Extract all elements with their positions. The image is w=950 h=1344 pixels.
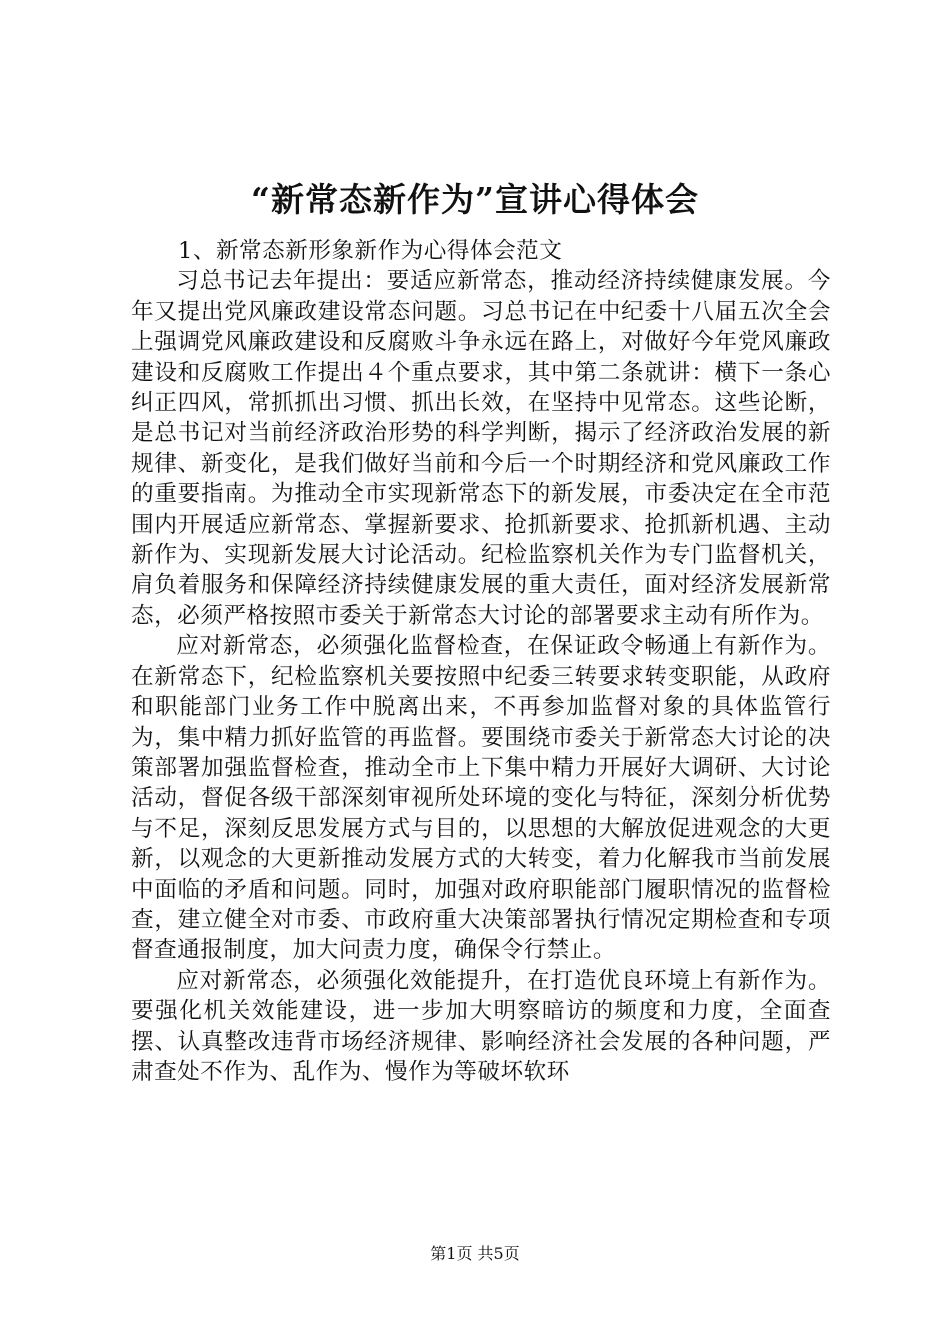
- paragraph-1: 习总书记去年提出：要适应新常态，推动经济持续健康发展。今年又提出党风廉政建设常态问题。习总书记在中纪委十八届五次全会上强调党风廉政建设和反腐败斗争永远在路上，对做好今年党风廉政建设和反腐败工作提出４个重点要求，其中第二条就讲：横下一条心纠正四风，常抓抓出习惯、抓出长效，在坚持中见常态。这些论断，是总书记对当前经济政治形势的科学判断，揭示了经济政治发展的新规律、新变化，是我们做好当前和今后一个时期经济和党风廉政工作的重要指南。为推动全市实现新常态下的新发展，市委决定在全市范围内开展适应新常态、掌握新要求、抢抓新要求、抢抓新机遇、主动新作为、实现新发展大讨论活动。纪检监察机关作为专门监督机关，肩负着服务和保障经济持续健康发展的重大责任，面对经济发展新常态，必须严格按照市委关于新常态大讨论的部署要求主动有所作为。: [131, 268, 831, 629]
- document-body: [131, 236, 831, 1087]
- paragraph-3: 应对新常态，必须强化效能提升，在打造优良环境上有新作为。要强化机关效能建设，进一步加大明察暗访的频度和力度，全面查摆、认真整改违背市场经济规律、影响经济社会发展的各种问题，严肃查处不作为、乱作为、慢作为等破坏软环: [131, 967, 831, 1085]
- paragraph-2: 应对新常态，必须强化监督检查，在保证政令畅通上有新作为。在新常态下，纪检监察机关要按照中纪委三转要求转变职能，从政府和职能部门业务工作中脱离出来，不再参加监督对象的具体监管行为，集中精力抓好监管的再监督。要围绕市委关于新常态大讨论的决策部署加强监督检查，推动全市上下集中精力开展好大调研、大讨论活动，督促各级干部深刻审视所处环境的变化与特征，深刻分析优势与不足，深刻反思发展方式与目的，以思想的大解放促进观念的大更新，以观念的大更新推动发展方式的大转变，着力化解我市当前发展中面临的矛盾和问题。同时，加强对政府职能部门履职情况的监督检查，建立健全对市委、市政府重大决策部署执行情况定期检查和专项督查通报制度，加大问责力度，确保令行禁止。: [131, 633, 831, 964]
- document-title: “新常态新作为”宣讲心得体会: [251, 180, 699, 219]
- page-number-footer: 第1页 共5页: [430, 1244, 520, 1263]
- section-heading: 1、新常态新形象新作为心得体会范文: [178, 238, 563, 264]
